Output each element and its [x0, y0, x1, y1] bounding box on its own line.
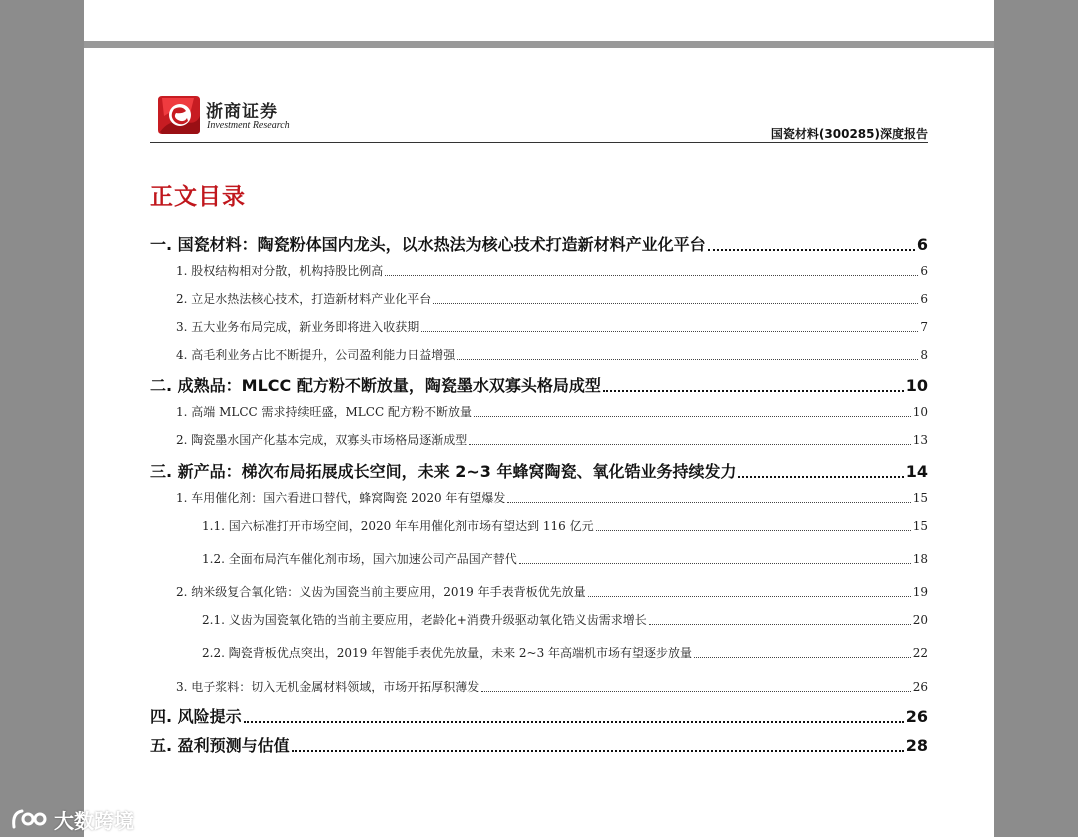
- watermark: [10, 805, 134, 834]
- toc-entry-page: 6: [920, 292, 928, 306]
- toc-dot-leader: [596, 530, 911, 531]
- toc-entry-page: 6: [916, 235, 928, 254]
- toc-entry-title: 1. 高端 MLCC 需求持续旺盛，MLCC 配方粉不断放量: [176, 405, 472, 419]
- toc-entry[interactable]: [150, 232, 928, 255]
- previous-page: [84, 0, 994, 41]
- toc-list: [84, 48, 994, 837]
- toc-entry-title: 2. 纳米级复合氧化锆：义齿为国瓷当前主要应用，2019 年手表背板优先放量: [176, 585, 586, 599]
- toc-entry-page: 8: [920, 348, 928, 362]
- toc-entry-title: 2.1. 义齿为国瓷氧化锆的当前主要应用，老龄化+消费升级驱动氧化锆义齿需求增长: [202, 613, 647, 627]
- toc-entry-page: 15: [912, 519, 928, 533]
- toc-entry-title: 2. 陶瓷墨水国产化基本完成，双寡头市场格局逐渐成型: [176, 433, 468, 447]
- toc-dot-leader: [244, 721, 904, 723]
- toc-entry[interactable]: [176, 346, 928, 363]
- toc-entry[interactable]: [150, 704, 928, 727]
- toc-dot-leader: [421, 331, 918, 332]
- toc-entry[interactable]: [202, 644, 928, 661]
- toc-dot-leader: [519, 563, 911, 564]
- toc-entry[interactable]: [202, 550, 928, 567]
- toc-dot-leader: [385, 275, 918, 276]
- toc-entry[interactable]: [150, 459, 928, 482]
- toc-dot-leader: [649, 624, 911, 625]
- toc-entry-page: 7: [920, 320, 928, 334]
- toc-entry-title: 1.2. 全面布局汽车催化剂市场，国六加速公司产品国产替代: [202, 552, 517, 566]
- toc-entry-title: 4. 高毛利业务占比不断提升，公司盈利能力日益增强: [176, 348, 456, 362]
- toc-heading: 正文目录: [150, 184, 246, 210]
- toc-entry-title: 四. 风险提示: [150, 707, 242, 726]
- toc-entry-page: 20: [912, 613, 928, 627]
- toc-dot-leader: [738, 476, 903, 478]
- toc-entry[interactable]: [176, 489, 928, 506]
- toc-entry-title: 1.1. 国六标准打开市场空间，2020 年车用催化剂市场有望达到 116 亿元: [202, 519, 594, 533]
- toc-entry[interactable]: [150, 733, 928, 756]
- logo-english-name: Investment Research: [207, 120, 290, 131]
- toc-entry-title: 一. 国瓷材料：陶瓷粉体国内龙头，以水热法为核心技术打造新材料产业化平台: [150, 235, 706, 254]
- toc-dot-leader: [292, 750, 904, 752]
- toc-entry-page: 15: [912, 491, 928, 505]
- toc-entry-page: 26: [912, 680, 928, 694]
- toc-entry[interactable]: [176, 403, 928, 420]
- toc-entry[interactable]: [176, 318, 928, 335]
- toc-entry[interactable]: [176, 431, 928, 448]
- logo-chinese-name: 浙商证券: [206, 102, 278, 122]
- toc-dot-leader: [481, 691, 910, 692]
- toc-entry-title: 1. 车用催化剂：国六看进口替代，蜂窝陶瓷 2020 年有望爆发: [176, 491, 506, 505]
- toc-entry[interactable]: [150, 373, 928, 396]
- document-page: [84, 48, 994, 837]
- toc-entry-page: 28: [905, 736, 928, 755]
- toc-dot-leader: [474, 416, 911, 417]
- toc-dot-leader: [603, 390, 904, 392]
- toc-entry-title: 3. 电子浆料：切入无机金属材料领域，市场开拓厚积薄发: [176, 680, 480, 694]
- report-title: 国瓷材料(300285)深度报告: [770, 127, 928, 141]
- toc-entry-page: 6: [920, 264, 928, 278]
- toc-entry-page: 13: [912, 433, 928, 447]
- toc-entry-title: 3. 五大业务布局完成，新业务即将进入收获期: [176, 320, 420, 334]
- toc-entry-title: 三. 新产品：梯次布局拓展成长空间，未来 2~3 年蜂窝陶瓷、氧化锆业务持续发力: [150, 462, 737, 481]
- toc-entry[interactable]: [202, 611, 928, 628]
- watermark-logo-icon: [10, 807, 50, 833]
- toc-entry-page: 22: [912, 646, 928, 660]
- toc-dot-leader: [588, 596, 911, 597]
- toc-entry[interactable]: [176, 583, 928, 600]
- toc-dot-leader: [507, 502, 910, 503]
- toc-dot-leader: [469, 444, 910, 445]
- toc-dot-leader: [457, 359, 918, 360]
- toc-dot-leader: [708, 249, 915, 251]
- toc-entry-page: 10: [912, 405, 928, 419]
- toc-entry-title: 二. 成熟品：MLCC 配方粉不断放量，陶瓷墨水双寡头格局成型: [150, 376, 601, 395]
- toc-entry-page: 18: [912, 552, 928, 566]
- toc-entry-title: 五. 盈利预测与估值: [150, 736, 290, 755]
- toc-entry[interactable]: [176, 678, 928, 695]
- toc-dot-leader: [694, 657, 911, 658]
- toc-entry[interactable]: [202, 517, 928, 534]
- toc-entry-title: 1. 股权结构相对分散，机构持股比例高: [176, 264, 384, 278]
- page-separator: [84, 41, 994, 48]
- toc-entry-title: 2.2. 陶瓷背板优点突出，2019 年智能手表优先放量，未来 2~3 年高端机市场有望逐步放量: [202, 646, 693, 660]
- toc-entry-title: 2. 立足水热法核心技术，打造新材料产业化平台: [176, 292, 432, 306]
- toc-entry-page: 10: [905, 376, 928, 395]
- toc-entry-page: 14: [905, 462, 928, 481]
- toc-entry-page: 26: [905, 707, 928, 726]
- toc-entry[interactable]: [176, 262, 928, 279]
- toc-dot-leader: [433, 303, 918, 304]
- toc-entry-page: 19: [912, 585, 928, 599]
- watermark-text: 大数跨境: [54, 809, 134, 833]
- toc-entry[interactable]: [176, 290, 928, 307]
